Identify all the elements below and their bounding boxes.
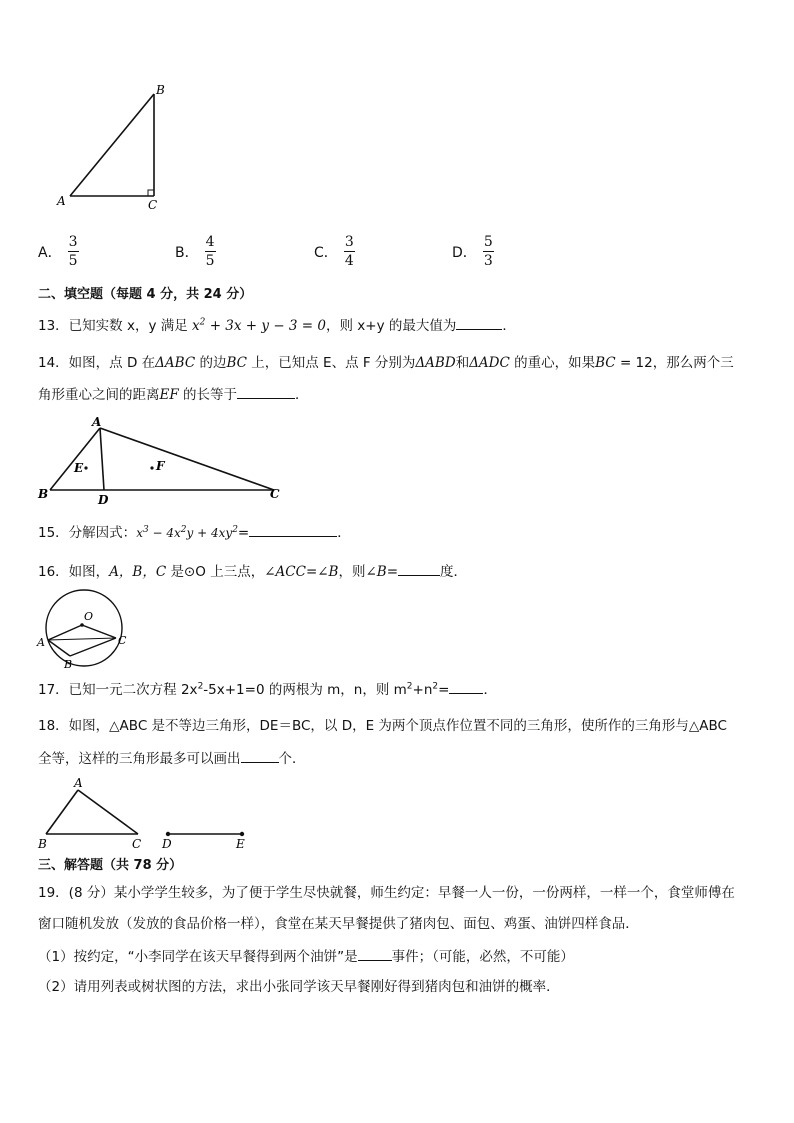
- label-f: F: [156, 459, 165, 473]
- label-c: C: [132, 837, 142, 851]
- label-a: A: [37, 636, 45, 649]
- label-a: A: [57, 194, 66, 208]
- label-c: C: [270, 487, 280, 501]
- fraction: $\frac{4}{5}$: [205, 234, 215, 269]
- answer-blank-15[interactable]: [249, 522, 337, 537]
- label-d: D: [98, 493, 109, 507]
- answer-blank-17[interactable]: [449, 679, 483, 694]
- label-b: B: [64, 658, 73, 671]
- question-14-line-1: 14．如图，点 D 在ΔABC 的边BC 上，已知点 E、点 F 分别为ΔABD和ΔADC 的重心，如果BC = 12，那么两个三: [38, 355, 734, 371]
- question-15: 15．分解因式：$x^3 - 4x^2y + 4xy^2=$ ．: [38, 522, 351, 543]
- question-18-line-2: 全等，这样的三角形最多可以画出 个．: [38, 748, 306, 769]
- question-16: 16．如图，A，B，C 是⊙O 上三点，∠ACC=∠B，则∠B= 度．: [38, 561, 467, 582]
- answer-blank-14[interactable]: [237, 384, 295, 399]
- label-e: E: [236, 837, 245, 851]
- label-c: C: [118, 634, 127, 647]
- section-2-heading: 二、填空题（每题 4 分，共 24 分）: [38, 287, 253, 302]
- figure-q14-triangle: [36, 414, 296, 510]
- fraction: $\frac{5}{3}$: [483, 234, 493, 269]
- section-3-heading: 三、解答题（共 78 分）: [38, 858, 183, 873]
- answer-blank-19-1[interactable]: [358, 946, 392, 961]
- label-e: E: [74, 461, 84, 475]
- question-19-line-1: 19．(8 分）某小学学生较多，为了便于学生尽快就餐，师生约定：早餐一人一份，一份两样，一样一个，食堂师傅在: [38, 885, 735, 901]
- label-b: B: [38, 837, 47, 851]
- question-17: 17．已知一元二次方程 $2x^2-5x+1=0$ 的两根为 m，n，则 $m^2+n^2=$ ．: [38, 679, 497, 700]
- label-a: A: [92, 415, 102, 429]
- question-14-line-2: 角形重心之间的距离EF 的长等于 ．: [38, 384, 309, 405]
- label-a: A: [74, 776, 83, 790]
- option-d[interactable]: D． $\frac{5}{3}$: [452, 234, 493, 269]
- figure-q16-circle: [34, 588, 134, 674]
- fraction: $\frac{3}{4}$: [344, 234, 354, 269]
- option-c[interactable]: C． $\frac{3}{4}$: [314, 234, 354, 269]
- label-c: C: [148, 198, 158, 212]
- question-13: 13．已知实数 x，y 满足 $x^2 + 3x + y - 3 = 0$，则 x+y 的最大值为 ．: [38, 315, 516, 336]
- option-a[interactable]: A． $\frac{3}{5}$: [38, 234, 78, 269]
- answer-blank-16[interactable]: [398, 561, 440, 576]
- label-d: D: [162, 837, 172, 851]
- option-b[interactable]: B． $\frac{4}{5}$: [175, 234, 215, 269]
- label-b: B: [156, 83, 165, 97]
- question-18-line-1: 18．如图，△ABC 是不等边三角形，DE＝BC，以 D，E 为两个顶点作位置不同的三角形，使所作的三角形与△ABC: [38, 718, 727, 734]
- question-19-sub-1: （1）按约定，“小李同学在该天早餐得到两个油饼”是 事件；（可能，必然，不可能）: [38, 946, 574, 967]
- fraction: $\frac{3}{5}$: [68, 234, 78, 269]
- label-o: O: [84, 610, 94, 623]
- answer-blank-18[interactable]: [241, 748, 279, 763]
- question-19-sub-2: （2）请用列表或树状图的方法，求出小张同学该天早餐刚好得到猪肉包和油饼的概率．: [38, 979, 560, 995]
- figure-q12-triangle: [52, 80, 172, 215]
- question-19-line-2: 窗口随机发放（发放的食品价格一样），食堂在某天早餐提供了猪肉包、面包、鸡蛋、油饼四样食品．: [38, 916, 639, 932]
- figure-q18: [34, 776, 264, 852]
- label-b: B: [38, 487, 49, 501]
- answer-blank-13[interactable]: [456, 315, 502, 330]
